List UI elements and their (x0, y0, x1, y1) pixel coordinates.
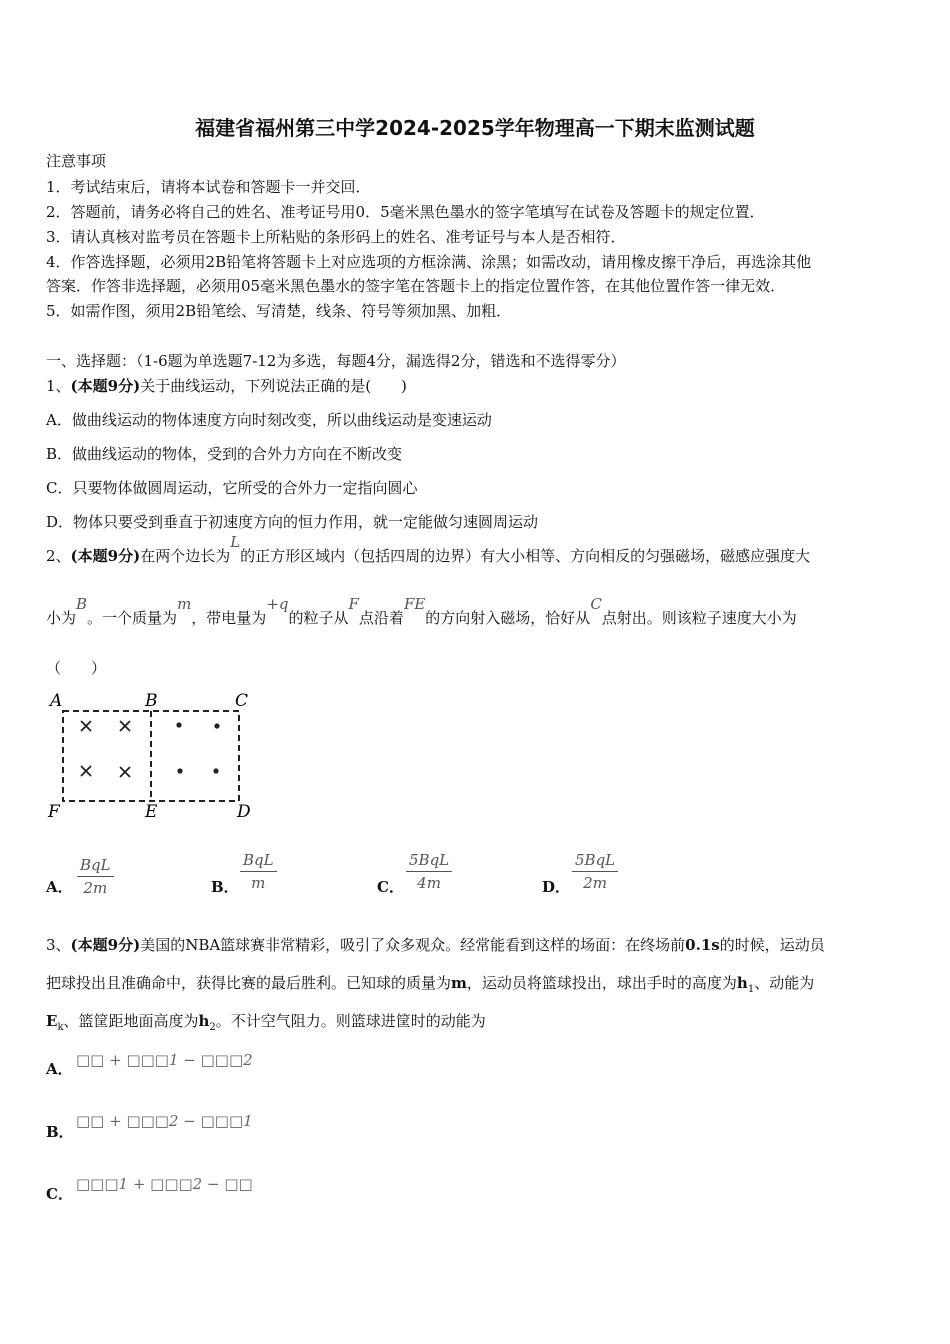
notice-item: 4．作答选择题，必须用2B铅笔将答题卡上对应选项的方框涂满、涂黑；如需改动，请用橡皮擦干净后，再选涂其他 (46, 253, 812, 271)
question-text: 点射出。则该粒子速度大小为 (601, 609, 797, 627)
field-into-page-marks (81, 721, 130, 777)
notice-item: 5．如需作图，须用2B铅笔绘、写清楚，线条、符号等须加黑、加粗． (46, 302, 512, 320)
symbol-C: C (590, 595, 602, 613)
page-title: 福建省福州第三中学2024-2025学年物理高一下期末监测试题 (195, 116, 755, 140)
q2-option-a-fraction (77, 856, 114, 897)
point-label-f: F (48, 802, 60, 822)
question-text: 。不计空气阻力。则篮球进筐时的动能为 (215, 1012, 486, 1030)
question-text: ，运动员将篮球投出，球出手时的高度为 (466, 974, 737, 992)
q2-option-b-fraction (240, 851, 277, 892)
kinetic-energy-symbol: E (46, 1012, 58, 1030)
question-text: 的时候，运动员 (719, 936, 825, 954)
symbol-FE: FE (403, 595, 426, 613)
height1-symbol: h (736, 974, 748, 992)
question-text: 把球投出且准确命中，获得比赛的最后胜利。已知球的质量为 (46, 974, 452, 992)
mass-symbol: m (451, 974, 467, 992)
question-1-stem (46, 376, 407, 396)
question-text: 小为 (46, 609, 77, 627)
fraction-denominator: 2m (83, 879, 108, 897)
symbol-B: B (76, 595, 88, 613)
question-text: 的方向射入磁场，恰好从 (425, 609, 591, 627)
fraction-denominator: m (251, 874, 266, 892)
question-2-stem-line1 (46, 533, 811, 566)
point-label-e: E (145, 802, 158, 822)
question-3-stem-line2 (46, 973, 814, 1000)
q2-option-d-fraction (572, 851, 618, 892)
notice-heading: 注意事项 (46, 152, 107, 170)
point-label-d: D (237, 802, 251, 822)
q2-option-a-label: A． (46, 878, 73, 896)
question-text: 。一个质量为 (87, 609, 178, 627)
q3-option-c-label: C． (46, 1185, 73, 1203)
q1-option-a: A．做曲线运动的物体速度方向时刻改变，所以曲线运动是变速运动 (46, 411, 492, 429)
field-out-of-page-marks (176, 722, 219, 773)
q3-option-a-expression: □□ + □□□1 − □□□2 (76, 1051, 253, 1069)
height2-subscript: 2 (209, 1022, 216, 1033)
magnetic-field-figure (44, 686, 264, 826)
question-number: 3、 (46, 936, 71, 954)
question-text: 、篮筐距地面高度为 (63, 1012, 199, 1030)
question-points: (本题9分) (70, 377, 141, 395)
q1-option-d: D．物体只要受到垂直于初速度方向的恒力作用，就一定能做匀速圆周运动 (46, 513, 539, 531)
q2-option-c-fraction (406, 851, 452, 892)
fraction-numerator: 5BqL (406, 851, 452, 872)
fraction-numerator: BqL (240, 851, 277, 872)
question-text: 点沿着 (358, 609, 404, 627)
fraction-numerator: 5BqL (572, 851, 618, 872)
q3-option-c-expression: □□□1 + □□□2 − □□ (76, 1175, 253, 1193)
question-3-stem-line1 (46, 935, 825, 955)
point-label-c: C (235, 691, 249, 711)
q1-option-c: C．只要物体做圆周运动，它所受的合外力一定指向圆心 (46, 479, 418, 497)
fraction-denominator: 4m (417, 874, 441, 892)
q3-option-b-expression: □□ + □□□2 − □□□1 (76, 1112, 253, 1130)
question-number: 1、 (46, 377, 71, 395)
height2-symbol: h (198, 1012, 210, 1030)
kinetic-energy-subscript: k (57, 1022, 64, 1033)
notice-item: 3．请认真核对监考员在答题卡上所粘贴的条形码上的姓名、准考证号与本人是否相符． (46, 228, 626, 246)
q3-option-a-label: A． (46, 1060, 73, 1078)
question-text: 的粒子从 (288, 609, 349, 627)
question-2-answer-blank: （ ） (46, 659, 107, 677)
time-value: 0.1s (685, 936, 720, 954)
question-2-stem-line2 (46, 595, 797, 628)
symbol-q: +q (266, 595, 289, 613)
symbol-m: m (177, 595, 192, 613)
question-points: (本题9分) (70, 936, 141, 954)
question-3-stem-line3 (46, 1011, 486, 1038)
question-points: (本题9分) (70, 547, 141, 565)
question-text: 美国的NBA篮球赛非常精彩，吸引了众多观众。经常能看到这样的场面：在终场前 (140, 936, 686, 954)
question-number: 2、 (46, 547, 71, 565)
notice-item: 答案．作答非选择题，必须用05毫米黑色墨水的签字笔在答题卡上的指定位置作答，在其他位置作答一律无效． (46, 277, 786, 295)
notice-item: 1．考试结束后，请将本试卷和答题卡一并交回． (46, 178, 371, 196)
q1-option-b: B．做曲线运动的物体，受到的合外力方向在不断改变 (46, 445, 403, 463)
q2-option-b-label: B． (211, 878, 239, 896)
symbol-F: F (348, 595, 359, 613)
fraction-denominator: 2m (583, 874, 607, 892)
q3-option-b-label: B． (46, 1123, 74, 1141)
question-text: 关于曲线运动，下列说法正确的是( ) (140, 377, 407, 395)
height1-subscript: 1 (747, 984, 755, 995)
question-text: 在两个边长为 (140, 547, 231, 565)
q2-option-d-label: D． (542, 878, 571, 896)
fraction-numerator: BqL (77, 856, 114, 877)
q2-option-c-label: C． (377, 878, 404, 896)
question-text: ，带电量为 (191, 609, 267, 627)
question-text: 的正方形区域内（包括四周的边界）有大小相等、方向相反的匀强磁场，磁感应强度大 (240, 547, 811, 565)
symbol-L: L (230, 533, 241, 551)
question-text: 、动能为 (754, 974, 815, 992)
notice-item: 2．答题前，请务必将自己的姓名、准考证号用0．5毫米黑色墨水的签字笔填写在试卷及答题卡的规定位置． (46, 203, 765, 221)
point-label-b: B (145, 691, 158, 711)
section-heading: 一、选择题：（1-6题为单选题7-12为多选，每题4分，漏选得2分，错选和不选得零分） (46, 352, 626, 370)
point-label-a: A (50, 691, 63, 711)
